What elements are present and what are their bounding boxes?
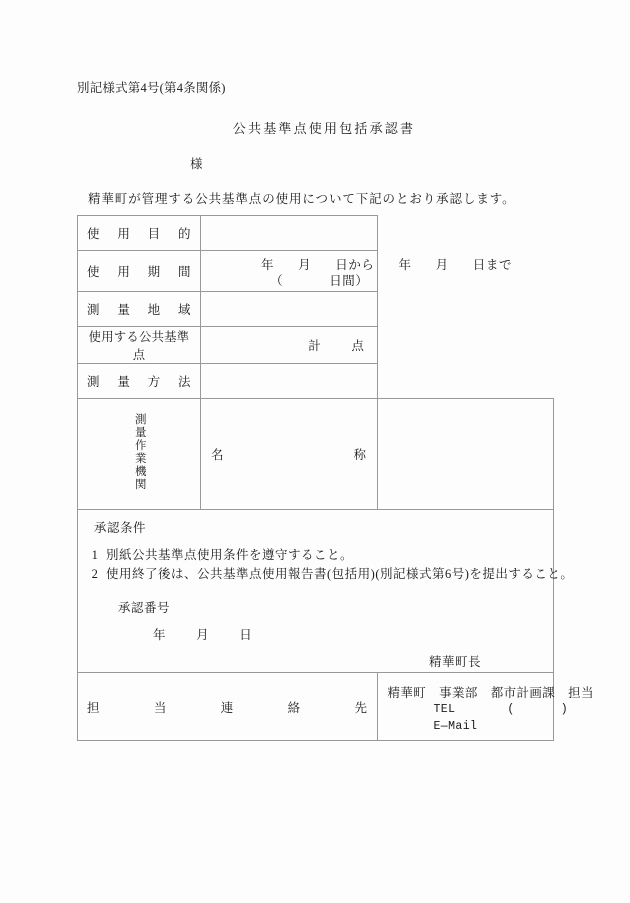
condition-text: 使用終了後は、公共基準点使用報告書(包括用)(別記様式第6号)を提出すること。 (106, 567, 574, 582)
table-row-area (78, 292, 554, 327)
points-total-label: 計 (308, 339, 322, 353)
period-month-2: 月 (435, 258, 449, 272)
table-row-period (78, 251, 554, 292)
contact-email: E—Mail (433, 719, 478, 733)
period-month-1: 月 (298, 258, 312, 272)
label-survey-area (78, 292, 201, 327)
conditions-title: 承認条件 (94, 521, 147, 535)
addressee-honorific: 様 (190, 157, 203, 171)
table-row-control-points (78, 327, 554, 364)
approval-date-year: 年 (153, 628, 167, 642)
condition-text: 別紙公共基準点使用条件を遵守すること。 (106, 548, 354, 562)
intro-sentence: 精華町が管理する公共基準点の使用について下記のとおり承認します。 (88, 192, 516, 206)
period-day-to: 日まで (472, 258, 513, 272)
contact-tel-close-paren: ) (560, 702, 569, 716)
document-title: 公共基準点使用包括承認書 (232, 121, 416, 136)
points-total (308, 336, 364, 354)
label-purpose-text: 使用目的 (87, 227, 191, 241)
label-purpose (78, 216, 201, 251)
value-organisation-name[interactable] (377, 399, 554, 510)
value-survey-area[interactable] (201, 292, 378, 327)
label-contact (78, 673, 378, 741)
contact-tel (388, 702, 569, 719)
contact-tel-label: TEL (433, 702, 456, 716)
issuer-name: 精華町長 (428, 655, 481, 669)
label-organisation-vertical (78, 399, 201, 510)
label-control-points (78, 327, 201, 364)
label-organisation-name-text: 名称 (211, 448, 367, 462)
points-unit: 点 (351, 339, 365, 353)
condition-number: 2 (91, 567, 99, 582)
period-day-from: 日から (335, 258, 375, 272)
approval-date-month: 月 (196, 628, 210, 642)
table-row-purpose (78, 216, 554, 251)
table-row-method (78, 364, 554, 399)
label-control-points-text: 使用する公共基準点 (88, 330, 190, 362)
label-contact-text: 担当連絡先 (87, 700, 368, 715)
form-number: 別記様式第4号(第4条関係) (77, 81, 226, 95)
table-row-conditions (78, 510, 554, 673)
value-control-points[interactable] (201, 327, 378, 364)
approval-number-label: 承認番号 (118, 601, 171, 615)
period-year-2: 年 (398, 258, 412, 272)
conditions-list (84, 546, 573, 585)
label-survey-area-text: 測量地域 (87, 303, 191, 317)
label-survey-method-text: 測量方法 (87, 375, 191, 389)
period-year-1: 年 (261, 258, 275, 272)
value-period[interactable] (201, 251, 513, 292)
contact-department: 精華町 事業部 都市計画課 担当 (387, 685, 594, 700)
period-duration (270, 271, 368, 289)
condition-item (84, 565, 573, 584)
condition-item (84, 546, 573, 565)
value-contact[interactable] (377, 673, 594, 741)
condition-number: 1 (91, 548, 99, 562)
approval-date-day: 日 (239, 628, 253, 642)
label-survey-method (78, 364, 201, 399)
contact-tel-open-paren: ( (507, 702, 515, 716)
label-period (78, 251, 201, 292)
value-purpose[interactable] (201, 216, 378, 251)
table-row-contact (78, 673, 554, 741)
duration-open-paren: （ (270, 274, 284, 288)
duration-unit: 日間） (329, 274, 369, 288)
conditions-block (78, 510, 574, 673)
approval-form-table (77, 215, 594, 741)
table-row-organisation (78, 399, 554, 510)
label-organisation-vertical-text: 測量作業機関 (133, 413, 146, 491)
label-period-text: 使用期間 (87, 265, 191, 279)
value-survey-method[interactable] (201, 364, 378, 399)
approval-date (153, 625, 252, 643)
label-organisation-name (201, 399, 378, 510)
